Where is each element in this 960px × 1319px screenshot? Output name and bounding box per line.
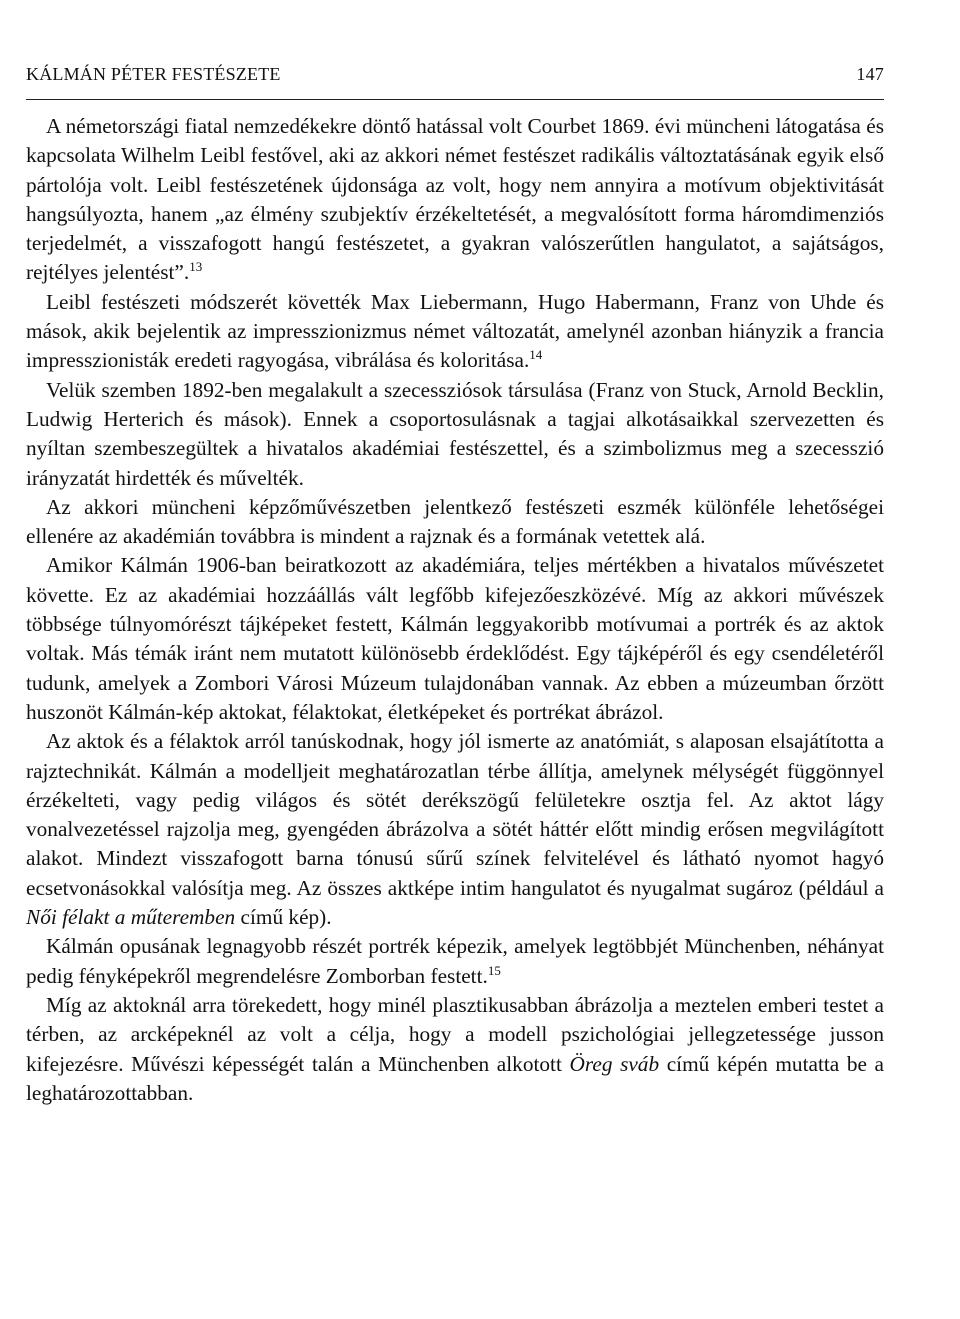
artwork-title: Női félakt a műteremben — [26, 905, 236, 930]
footnote-marker: 15 — [487, 962, 501, 978]
paragraph-text: Az akkori müncheni képzőművészetben jelentkező festészeti eszmék különféle lehetőségei ellenére az akadémián továbbra is mindent a rajznak és a formának vetettek alá. — [26, 494, 884, 549]
paragraph-1 — [26, 112, 884, 288]
paragraph-3 — [26, 376, 884, 493]
running-title: KÁLMÁN PÉTER FESTÉSZETE — [26, 64, 281, 84]
paragraph-5 — [26, 551, 884, 727]
page-number: 147 — [856, 64, 884, 84]
book-page — [26, 64, 884, 1108]
artwork-title: Öreg sváb — [569, 1051, 660, 1076]
paragraph-8 — [26, 991, 884, 1108]
paragraph-text: Az aktok és a félaktok arról tanúskodnak, hogy jól ismerte az anatómiát, s alaposan elsajátította a rajztechnikát. Kálmán a modelljeit meghatározatlan térbe állítja, amelynek mélységét függönnyel érzékelteti, vagy pedig világos és sötét derékszögű felületekre osztja fel. Az aktot lágy vonalvezetéssel rajzolja meg, gyengéden ábrázolva a sötét háttér előtt mindig erősen megvilágított alakot. Mindezt visszafogott barna tónusú sűrű színek felvitelével és látható nyomot hagyó ecsetvonásokkal valósítja meg. Az összes aktképe intim hangulatot és nyugalmat sugároz (például a — [26, 729, 884, 900]
footnote-marker: 13 — [189, 259, 203, 275]
paragraph-text: Míg az aktoknál arra törekedett, hogy minél plasztikusabban ábrázolja a meztelen emberi testet a térben, az arcképeknél az volt a célja, hogy a modell pszichológiai jellegzetessége jusson kifejezésre. Művészi képességét talán a Münchenben alkotott — [26, 992, 884, 1076]
paragraph-4 — [26, 493, 884, 552]
paragraph-text: Leibl festészeti módszerét követték Max Liebermann, Hugo Habermann, Franz von Uhde és mások, akik bejelentik az impresszionizmus német változatát, amelynél azonban hiányzik a francia impresszionisták eredeti ragyogása, vibrálása és koloritása. — [26, 289, 884, 373]
paragraph-text: című képén mutatta be a leghatározottabban. — [26, 1051, 885, 1105]
paragraph-text: Amikor Kálmán 1906-ban beiratkozott az akadémiára, teljes mértékben a hivatalos művészetet követte. Ez az akadémiai hozzáállás vált legfőbb kifejezőeszközévé. Míg az akkori művészek többsége túlnyomórészt tájképeket festett, Kálmán leggyakoribb motívumai a portrék és az aktok voltak. Más témák iránt nem mutatott különösebb érdeklődést. Egy tájképéről és egy csendéletéről tudunk, amelyek a Zombori Városi Múzeum tulajdonában vannak. Az ebben a múzeumban őrzött huszonöt Kálmán-kép aktokat, félaktokat, életképeket és portrékat ábrázol. — [26, 553, 884, 724]
footnote-marker: 14 — [529, 347, 543, 363]
paragraph-text: A németországi fiatal nemzedékekre döntő hatással volt Courbet 1869. évi müncheni látogatása és kapcsolata Wilhelm Leibl festővel, aki az akkori német festészet radikális változtatásának egyik első pártolója volt. Leibl festészetének újdonsága az volt, hogy nem annyira a motívum objektivitását hangsúlyozta, hanem „az élmény szubjektív érzékeltetését, a megvalósított forma háromdimenziós terjedelmét, a visszafogott hangú festészetet, a gyakran valószerűtlen hangulatot, a sajátságos, rejtélyes jelentést”. — [26, 114, 884, 285]
paragraph-text: Kálmán opusának legnagyobb részét portrék képezik, amelyek legtöbbjét Münchenben, néhányat pedig fényképekről megrendelésre Zomborban festett. — [26, 934, 884, 988]
body-text — [26, 112, 884, 1108]
running-header — [26, 64, 884, 100]
paragraph-7 — [26, 932, 884, 991]
paragraph-text: című kép). — [235, 905, 332, 930]
paragraph-6 — [26, 727, 884, 932]
paragraph-2 — [26, 288, 884, 376]
paragraph-text: Velük szemben 1892-ben megalakult a szecessziósok társulása (Franz von Stuck, Arnold Becklin, Ludwig Herterich és mások). Ennek a csoportosulásnak a tagjai alkotásaikkal szervezetten és nyíltan szembeszegültek a hivatalos akadémiai festészettel, és a szimbolizmus meg a szecesszió irányzatát hirdették és művelték. — [26, 377, 884, 490]
